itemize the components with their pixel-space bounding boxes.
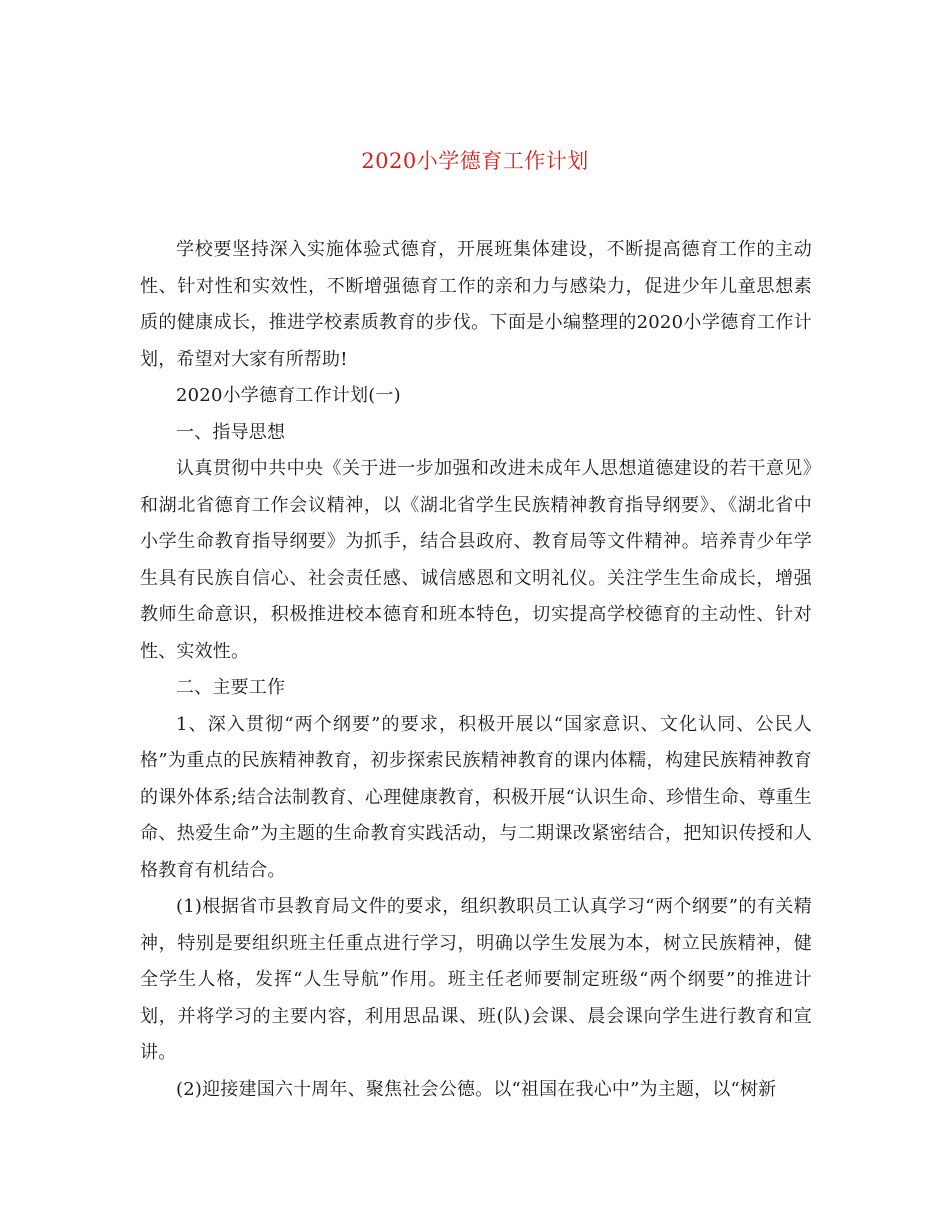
main-work-item-1: 1、深入贯彻“两个纲要”的要求，积极开展以“国家意识、文化认同、公民人格”为重点的民族精神教育，初步探索民族精神教育的课内体糯，构建民族精神教育的课外体系;结合法制教育、心理健康教育，积极开展“认识生命、珍惜生命、尊重生命、热爱生命”为主题的生命教育实践活动，与二期课改紧密结合，把知识传授和人格教育有机结合。 xyxy=(140,713,812,881)
guiding-thought-paragraph: 认真贯彻中共中央《关于进一步加强和改进未成年人思想道德建设的若干意见》和湖北省德育工作会议精神，以《湖北省学生民族精神教育指导纲要》、《湖北省中小学生命教育指导纲要》为抓手，结合县政府、教育局等文件精神。培养青少年学生具有民族自信心、社会责任感、诚信感恩和文明礼仪。关注学生生命成长，增强教师生命意识，积极推进校本德育和班本特色，切实提高学校德育的主动性、针对性、实效性。 xyxy=(140,458,812,662)
main-work-subitem-2: (2)迎接建国六十周年、聚焦社会公德。以“祖国在我心中”为主题，以“树新 xyxy=(176,1078,777,1100)
document-body xyxy=(140,232,812,1108)
document-title: 2020小学德育工作计划 xyxy=(361,149,589,173)
plan-heading: 2020小学德育工作计划(一) xyxy=(176,385,401,406)
main-work-subitem-1: (1)根据省市县教育局文件的要求，组织教职员工认真学习“两个纲要”的有关精神，特别是要组织班主任重点进行学习，明确以学生发展为本，树立民族精神，健全学生人格，发挥“人生导航”作用。班主任老师要制定班级“两个纲要”的推进计划，并将学习的主要内容，利用思品课、班(队)会课、晨会课向学生进行教育和宣讲。 xyxy=(140,896,812,1063)
intro-paragraph: 学校要坚持深入实施体验式德育，开展班集体建设，不断提高德育工作的主动性、针对性和实效性，不断增强德育工作的亲和力与感染力，促进少年儿童思想素质的健康成长，推进学校素质教育的步伐。下面是小编整理的2020小学德育工作计划，希望对大家有所帮助! xyxy=(140,239,812,370)
section-heading-guiding-thought: 一、指导思想 xyxy=(176,421,286,443)
section-heading-main-work: 二、主要工作 xyxy=(176,677,286,698)
